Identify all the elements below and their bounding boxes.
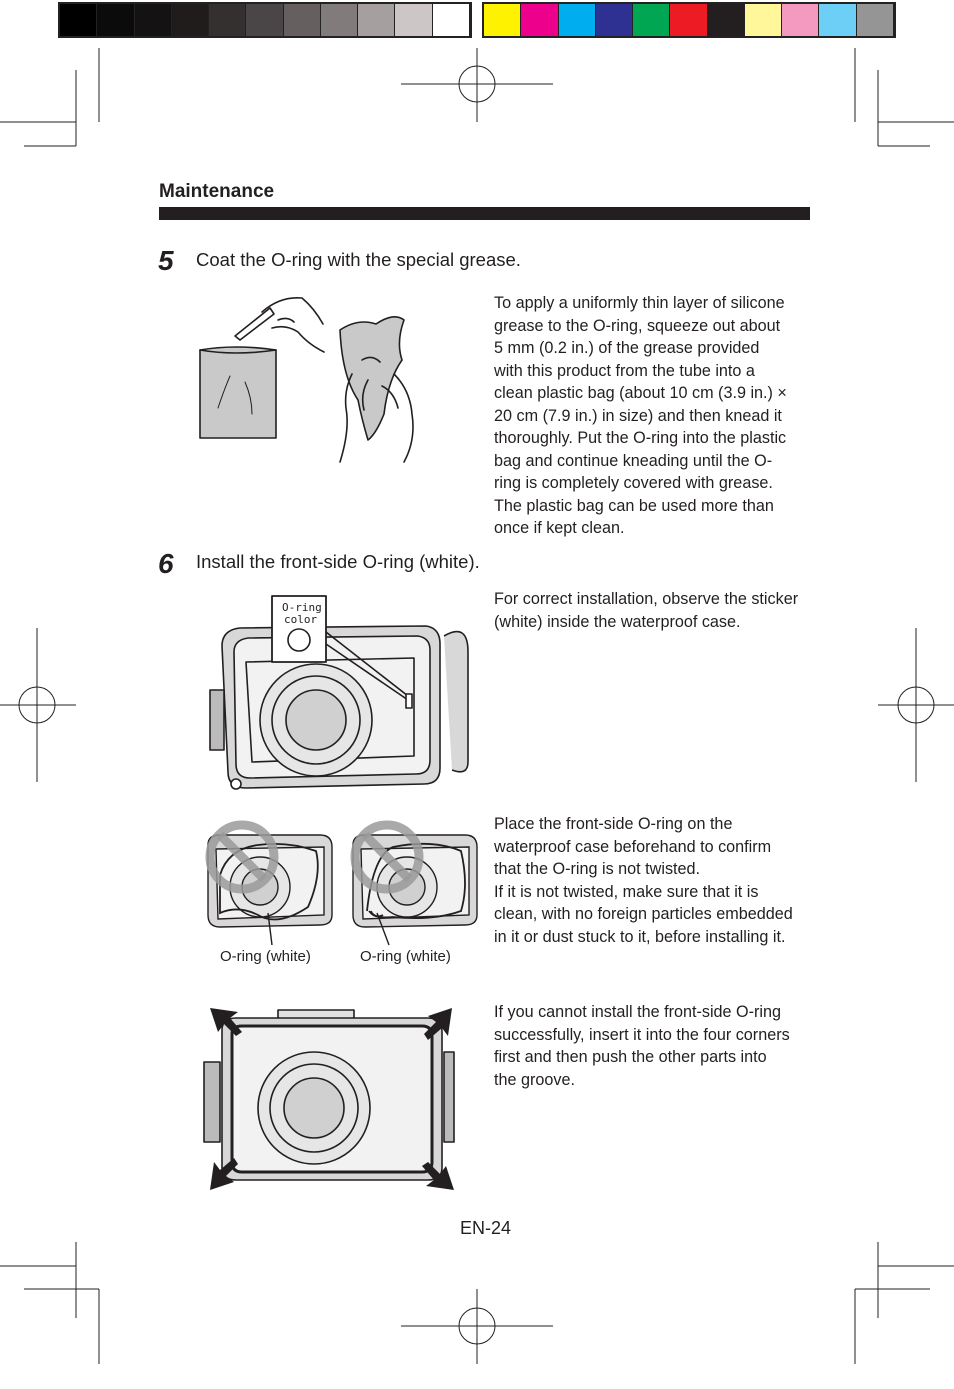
step-6-note-2 <box>494 813 812 948</box>
text-line: clean plastic bag (about 10 cm (3.9 in.) × <box>494 384 787 402</box>
step-number-6: 6 <box>158 548 174 579</box>
text-line: (white) inside the waterproof case. <box>494 612 741 631</box>
text-line: clean, with no foreign particles embedded <box>494 905 793 923</box>
text-line: 20 cm (7.9 in.) in size) and then knead it <box>494 406 782 425</box>
text-line: first and then push the other parts into <box>494 1048 767 1066</box>
text-line: once if kept clean. <box>494 519 625 537</box>
twisted-o-ring-illustration-right <box>343 815 483 940</box>
text-line: To apply a uniformly thin layer of silicone <box>494 294 785 312</box>
section-divider <box>159 207 810 220</box>
text-line: in it or dust stuck to it, before installing it. <box>494 927 786 946</box>
text-line: Place the front-side O-ring on the <box>494 815 733 833</box>
sticker-label-line2: color <box>284 613 318 626</box>
text-line: successfully, insert it into the four corners <box>494 1025 790 1044</box>
grease-bag-illustration <box>190 290 450 470</box>
sticker-label-line1: O-ring <box>282 601 322 614</box>
text-line: ring is completely covered with grease. <box>494 474 773 492</box>
text-line: that the O-ring is not twisted. <box>494 860 701 878</box>
text-line: thoroughly. Put the O-ring into the plastic <box>494 429 787 447</box>
step-5-description <box>494 292 812 540</box>
step-number-5: 5 <box>158 245 174 276</box>
text-line: The plastic bag can be used more than <box>494 496 774 515</box>
twisted-o-ring-illustration-left <box>198 815 338 940</box>
text-line: 5 mm (0.2 in.) of the grease provided <box>494 339 760 357</box>
page-number: EN-24 <box>460 1218 512 1238</box>
text-line: For correct installation, observe the sticker <box>494 590 799 608</box>
section-title: Maintenance <box>159 181 275 202</box>
text-line: bag and continue kneading until the O- <box>494 451 773 470</box>
step-6-note-3 <box>494 1001 812 1091</box>
text-line: If it is not twisted, make sure that it is <box>494 882 759 901</box>
step-6-note-1 <box>494 588 812 633</box>
text-line: grease to the O-ring, squeeze out about <box>494 316 781 335</box>
step-6-title: Install the front-side O-ring (white). <box>196 551 480 572</box>
waterproof-case-sticker-illustration <box>200 592 480 797</box>
text-line: the groove. <box>494 1070 575 1089</box>
o-ring-corner-insertion-illustration <box>196 1002 466 1202</box>
step-5-title: Coat the O-ring with the special grease. <box>196 249 521 270</box>
text-line: waterproof case beforehand to confirm <box>494 837 772 856</box>
text-line: If you cannot install the front-side O-ring <box>494 1003 782 1021</box>
o-ring-caption-left: O-ring (white) <box>220 948 311 965</box>
o-ring-caption-right: O-ring (white) <box>360 948 451 965</box>
text-line: with this product from the tube into a <box>494 361 755 380</box>
